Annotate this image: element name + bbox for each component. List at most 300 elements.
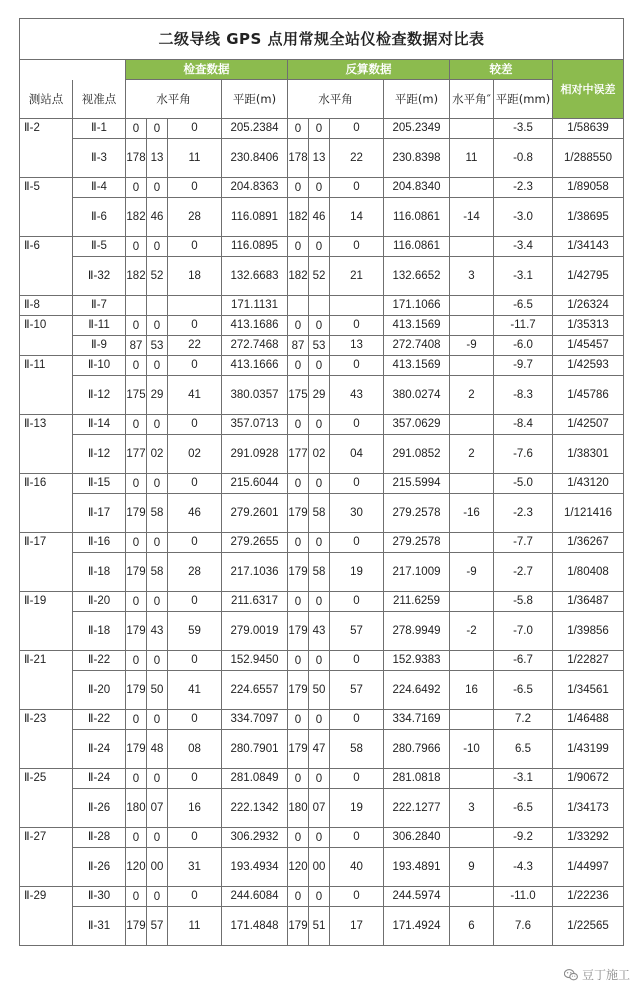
table-row <box>20 769 624 789</box>
recalc-sec-cell: 04 <box>330 435 384 474</box>
recalc-sec-cell: 0 <box>330 651 384 671</box>
check-distance-cell: 230.8406 <box>222 139 288 178</box>
check-sec-cell: 0 <box>168 592 222 612</box>
check-sec-cell: 11 <box>168 907 222 946</box>
rel-error-cell: 1/36487 <box>553 592 624 612</box>
h-angle-diff-cell: -14 <box>450 198 494 237</box>
h-angle-diff-cell <box>450 356 494 376</box>
sight-cell: Ⅱ-6 <box>73 198 126 237</box>
check-distance-cell: 116.0891 <box>222 198 288 237</box>
h-angle-diff-cell <box>450 415 494 435</box>
dist-diff-cell: -3.1 <box>494 769 553 789</box>
check-distance-cell: 334.7097 <box>222 710 288 730</box>
check-distance-cell: 357.0713 <box>222 415 288 435</box>
check-deg-cell: 0 <box>126 710 147 730</box>
recalc-min-cell: 0 <box>309 710 330 730</box>
dist-diff-cell: -11.7 <box>494 316 553 336</box>
recalc-min-cell: 51 <box>309 907 330 946</box>
rel-error-cell: 1/43199 <box>553 730 624 769</box>
recalc-deg-cell: 0 <box>288 237 309 257</box>
station-cell <box>20 789 73 828</box>
header-rel-error: 相对中误差 <box>553 60 624 119</box>
recalc-sec-cell: 0 <box>330 887 384 907</box>
recalc-sec-cell: 0 <box>330 592 384 612</box>
rel-error-cell: 1/58639 <box>553 119 624 139</box>
station-cell: Ⅱ-5 <box>20 178 73 198</box>
station-cell: Ⅱ-10 <box>20 316 73 336</box>
table-row <box>20 533 624 553</box>
recalc-distance-cell: 116.0861 <box>384 198 450 237</box>
table-row <box>20 178 624 198</box>
h-angle-diff-cell <box>450 316 494 336</box>
rel-error-cell: 1/38695 <box>553 198 624 237</box>
station-cell <box>20 139 73 178</box>
rel-error-cell: 1/42795 <box>553 257 624 296</box>
check-deg-cell: 0 <box>126 887 147 907</box>
check-min-cell <box>147 296 168 316</box>
recalc-distance-cell: 217.1009 <box>384 553 450 592</box>
recalc-deg-cell: 0 <box>288 592 309 612</box>
rel-error-cell: 1/288550 <box>553 139 624 178</box>
recalc-min-cell: 07 <box>309 789 330 828</box>
dist-diff-cell: 6.5 <box>494 730 553 769</box>
recalc-distance-cell: 413.1569 <box>384 316 450 336</box>
station-cell <box>20 435 73 474</box>
check-min-cell: 29 <box>147 376 168 415</box>
recalc-distance-cell: 380.0274 <box>384 376 450 415</box>
rel-error-cell: 1/43120 <box>553 474 624 494</box>
h-angle-diff-cell <box>450 710 494 730</box>
header-recalc-h-angle: 水平角 <box>288 80 384 119</box>
check-min-cell: 58 <box>147 494 168 533</box>
recalc-sec-cell: 0 <box>330 533 384 553</box>
h-angle-diff-cell: -10 <box>450 730 494 769</box>
recalc-min-cell: 58 <box>309 494 330 533</box>
rel-error-cell: 1/45457 <box>553 336 624 356</box>
recalc-min-cell: 47 <box>309 730 330 769</box>
recalc-min-cell: 53 <box>309 336 330 356</box>
check-deg-cell: 87 <box>126 336 147 356</box>
recalc-distance-cell: 291.0852 <box>384 435 450 474</box>
rel-error-cell: 1/36267 <box>553 533 624 553</box>
recalc-deg-cell: 179 <box>288 612 309 651</box>
dist-diff-cell: -6.7 <box>494 651 553 671</box>
rel-error-cell: 1/22236 <box>553 887 624 907</box>
recalc-distance-cell: 279.2578 <box>384 494 450 533</box>
check-deg-cell: 0 <box>126 592 147 612</box>
dist-diff-cell: -3.4 <box>494 237 553 257</box>
h-angle-diff-cell <box>450 296 494 316</box>
recalc-sec-cell <box>330 296 384 316</box>
dist-diff-cell: -7.0 <box>494 612 553 651</box>
check-deg-cell: 0 <box>126 178 147 198</box>
check-distance-cell: 217.1036 <box>222 553 288 592</box>
station-cell <box>20 848 73 887</box>
recalc-sec-cell: 57 <box>330 671 384 710</box>
rel-error-cell: 1/34143 <box>553 237 624 257</box>
recalc-sec-cell: 0 <box>330 828 384 848</box>
table-row <box>20 296 624 316</box>
rel-error-cell: 1/33292 <box>553 828 624 848</box>
recalc-distance-cell: 272.7408 <box>384 336 450 356</box>
recalc-distance-cell: 334.7169 <box>384 710 450 730</box>
dist-diff-cell: -6.5 <box>494 296 553 316</box>
check-min-cell: 50 <box>147 671 168 710</box>
dist-diff-cell: 7.2 <box>494 710 553 730</box>
rel-error-cell: 1/26324 <box>553 296 624 316</box>
check-sec-cell: 22 <box>168 336 222 356</box>
h-angle-diff-cell <box>450 828 494 848</box>
wechat-icon <box>564 969 578 981</box>
sight-cell: Ⅱ-12 <box>73 435 126 474</box>
check-distance-cell: 204.8363 <box>222 178 288 198</box>
recalc-deg-cell: 179 <box>288 730 309 769</box>
check-min-cell: 0 <box>147 119 168 139</box>
recalc-deg-cell: 0 <box>288 119 309 139</box>
check-distance-cell: 215.6044 <box>222 474 288 494</box>
sight-cell: Ⅱ-26 <box>73 848 126 887</box>
recalc-deg-cell: 0 <box>288 769 309 789</box>
recalc-sec-cell: 30 <box>330 494 384 533</box>
station-cell: Ⅱ-8 <box>20 296 73 316</box>
recalc-min-cell: 58 <box>309 553 330 592</box>
check-sec-cell <box>168 296 222 316</box>
header-h-angle-diff: 水平角″ <box>450 80 494 119</box>
check-deg-cell: 0 <box>126 769 147 789</box>
check-sec-cell: 0 <box>168 119 222 139</box>
recalc-min-cell <box>309 296 330 316</box>
check-min-cell: 46 <box>147 198 168 237</box>
check-deg-cell: 0 <box>126 316 147 336</box>
check-sec-cell: 0 <box>168 710 222 730</box>
header-blank <box>20 60 126 80</box>
dist-diff-cell: -2.3 <box>494 494 553 533</box>
recalc-deg-cell: 0 <box>288 356 309 376</box>
check-sec-cell: 0 <box>168 651 222 671</box>
recalc-min-cell: 0 <box>309 356 330 376</box>
check-deg-cell: 175 <box>126 376 147 415</box>
dist-diff-cell: -3.5 <box>494 119 553 139</box>
header-station: 测站点 <box>20 80 73 119</box>
h-angle-diff-cell <box>450 769 494 789</box>
recalc-deg-cell: 178 <box>288 139 309 178</box>
recalc-min-cell: 0 <box>309 119 330 139</box>
check-distance-cell: 152.9450 <box>222 651 288 671</box>
station-cell: Ⅱ-25 <box>20 769 73 789</box>
check-deg-cell: 179 <box>126 730 147 769</box>
table-row <box>20 553 624 592</box>
recalc-deg-cell: 179 <box>288 907 309 946</box>
dist-diff-cell: -2.7 <box>494 553 553 592</box>
recalc-min-cell: 0 <box>309 474 330 494</box>
check-sec-cell: 0 <box>168 474 222 494</box>
sight-cell: Ⅱ-30 <box>73 887 126 907</box>
check-min-cell: 57 <box>147 907 168 946</box>
check-min-cell: 0 <box>147 356 168 376</box>
rel-error-cell: 1/89058 <box>553 178 624 198</box>
check-deg-cell: 179 <box>126 494 147 533</box>
sight-cell: Ⅱ-24 <box>73 730 126 769</box>
dist-diff-cell: -6.5 <box>494 789 553 828</box>
check-sec-cell: 41 <box>168 671 222 710</box>
rel-error-cell: 1/90672 <box>553 769 624 789</box>
recalc-sec-cell: 0 <box>330 769 384 789</box>
sight-cell: Ⅱ-22 <box>73 651 126 671</box>
station-cell <box>20 907 73 946</box>
table-row <box>20 907 624 946</box>
check-distance-cell: 171.4848 <box>222 907 288 946</box>
recalc-min-cell: 0 <box>309 828 330 848</box>
station-cell <box>20 730 73 769</box>
check-sec-cell: 0 <box>168 356 222 376</box>
sight-cell: Ⅱ-15 <box>73 474 126 494</box>
recalc-distance-cell: 244.5974 <box>384 887 450 907</box>
check-sec-cell: 41 <box>168 376 222 415</box>
station-cell: Ⅱ-23 <box>20 710 73 730</box>
recalc-distance-cell: 171.4924 <box>384 907 450 946</box>
check-sec-cell: 0 <box>168 887 222 907</box>
check-deg-cell: 0 <box>126 119 147 139</box>
sight-cell: Ⅱ-20 <box>73 671 126 710</box>
recalc-distance-cell: 204.8340 <box>384 178 450 198</box>
station-cell: Ⅱ-2 <box>20 119 73 139</box>
table-row <box>20 828 624 848</box>
recalc-distance-cell: 279.2578 <box>384 533 450 553</box>
check-min-cell: 07 <box>147 789 168 828</box>
h-angle-diff-cell <box>450 178 494 198</box>
recalc-min-cell: 29 <box>309 376 330 415</box>
recalc-distance-cell: 152.9383 <box>384 651 450 671</box>
table-row <box>20 494 624 533</box>
dist-diff-cell: -6.5 <box>494 671 553 710</box>
recalc-deg-cell: 0 <box>288 415 309 435</box>
check-min-cell: 0 <box>147 237 168 257</box>
watermark <box>564 966 630 983</box>
sight-cell: Ⅱ-18 <box>73 553 126 592</box>
check-deg-cell: 179 <box>126 612 147 651</box>
check-deg-cell: 182 <box>126 198 147 237</box>
rel-error-cell: 1/38301 <box>553 435 624 474</box>
sight-cell: Ⅱ-22 <box>73 710 126 730</box>
recalc-min-cell: 13 <box>309 139 330 178</box>
check-deg-cell <box>126 296 147 316</box>
check-deg-cell: 0 <box>126 651 147 671</box>
comparison-table-container <box>19 18 623 946</box>
check-min-cell: 48 <box>147 730 168 769</box>
h-angle-diff-cell <box>450 474 494 494</box>
recalc-sec-cell: 43 <box>330 376 384 415</box>
rel-error-cell: 1/22827 <box>553 651 624 671</box>
check-distance-cell: 222.1342 <box>222 789 288 828</box>
check-min-cell: 58 <box>147 553 168 592</box>
recalc-min-cell: 46 <box>309 198 330 237</box>
recalc-deg-cell: 0 <box>288 828 309 848</box>
check-distance-cell: 413.1686 <box>222 316 288 336</box>
recalc-distance-cell: 280.7966 <box>384 730 450 769</box>
recalc-deg-cell: 179 <box>288 671 309 710</box>
check-min-cell: 0 <box>147 415 168 435</box>
dist-diff-cell: -9.2 <box>494 828 553 848</box>
station-cell: Ⅱ-21 <box>20 651 73 671</box>
h-angle-diff-cell: 3 <box>450 257 494 296</box>
h-angle-diff-cell: 6 <box>450 907 494 946</box>
sight-cell: Ⅱ-24 <box>73 769 126 789</box>
recalc-sec-cell: 0 <box>330 119 384 139</box>
check-sec-cell: 59 <box>168 612 222 651</box>
dist-diff-cell: -3.0 <box>494 198 553 237</box>
h-angle-diff-cell: 2 <box>450 435 494 474</box>
recalc-deg-cell: 0 <box>288 178 309 198</box>
check-sec-cell: 46 <box>168 494 222 533</box>
recalc-deg-cell: 0 <box>288 533 309 553</box>
recalc-distance-cell: 171.1066 <box>384 296 450 316</box>
recalc-sec-cell: 58 <box>330 730 384 769</box>
sight-cell: Ⅱ-32 <box>73 257 126 296</box>
dist-diff-cell: -5.8 <box>494 592 553 612</box>
check-distance-cell: 116.0895 <box>222 237 288 257</box>
check-deg-cell: 0 <box>126 237 147 257</box>
dist-diff-cell: -2.3 <box>494 178 553 198</box>
check-deg-cell: 178 <box>126 139 147 178</box>
station-cell <box>20 198 73 237</box>
recalc-distance-cell: 116.0861 <box>384 237 450 257</box>
check-sec-cell: 0 <box>168 178 222 198</box>
check-distance-cell: 291.0928 <box>222 435 288 474</box>
check-distance-cell: 211.6317 <box>222 592 288 612</box>
sight-cell: Ⅱ-1 <box>73 119 126 139</box>
recalc-deg-cell: 179 <box>288 494 309 533</box>
check-deg-cell: 0 <box>126 474 147 494</box>
recalc-deg-cell: 182 <box>288 198 309 237</box>
station-cell: Ⅱ-17 <box>20 533 73 553</box>
station-cell <box>20 336 73 356</box>
recalc-sec-cell: 0 <box>330 710 384 730</box>
check-min-cell: 0 <box>147 533 168 553</box>
sight-cell: Ⅱ-14 <box>73 415 126 435</box>
recalc-distance-cell: 306.2840 <box>384 828 450 848</box>
table-row <box>20 671 624 710</box>
check-deg-cell: 179 <box>126 553 147 592</box>
header-diff-group: 较差 <box>450 60 553 80</box>
recalc-sec-cell: 14 <box>330 198 384 237</box>
recalc-min-cell: 0 <box>309 592 330 612</box>
recalc-distance-cell: 230.8398 <box>384 139 450 178</box>
sight-cell: Ⅱ-17 <box>73 494 126 533</box>
h-angle-diff-cell <box>450 533 494 553</box>
recalc-sec-cell: 17 <box>330 907 384 946</box>
table-row <box>20 119 624 139</box>
recalc-distance-cell: 278.9949 <box>384 612 450 651</box>
watermark-text: 豆丁施工 <box>581 968 630 982</box>
recalc-sec-cell: 0 <box>330 178 384 198</box>
station-cell: Ⅱ-11 <box>20 356 73 376</box>
recalc-distance-cell: 357.0629 <box>384 415 450 435</box>
recalc-deg-cell: 0 <box>288 316 309 336</box>
recalc-deg-cell <box>288 296 309 316</box>
check-deg-cell: 179 <box>126 907 147 946</box>
recalc-sec-cell: 0 <box>330 415 384 435</box>
check-sec-cell: 11 <box>168 139 222 178</box>
check-sec-cell: 0 <box>168 769 222 789</box>
recalc-deg-cell: 179 <box>288 553 309 592</box>
sight-cell: Ⅱ-28 <box>73 828 126 848</box>
table-row <box>20 139 624 178</box>
recalc-distance-cell: 193.4891 <box>384 848 450 887</box>
dist-diff-cell: -11.0 <box>494 887 553 907</box>
recalc-min-cell: 43 <box>309 612 330 651</box>
check-min-cell: 0 <box>147 178 168 198</box>
recalc-min-cell: 0 <box>309 316 330 336</box>
check-deg-cell: 179 <box>126 671 147 710</box>
recalc-deg-cell: 120 <box>288 848 309 887</box>
check-distance-cell: 193.4934 <box>222 848 288 887</box>
recalc-sec-cell: 22 <box>330 139 384 178</box>
station-cell <box>20 612 73 651</box>
table-row <box>20 198 624 237</box>
header-check-distance: 平距(m) <box>222 80 288 119</box>
check-distance-cell: 279.0019 <box>222 612 288 651</box>
h-angle-diff-cell: 9 <box>450 848 494 887</box>
h-angle-diff-cell: -9 <box>450 553 494 592</box>
header-sight: 视准点 <box>73 80 126 119</box>
dist-diff-cell: -9.7 <box>494 356 553 376</box>
station-cell: Ⅱ-16 <box>20 474 73 494</box>
check-min-cell: 0 <box>147 651 168 671</box>
recalc-deg-cell: 177 <box>288 435 309 474</box>
recalc-min-cell: 02 <box>309 435 330 474</box>
comparison-table <box>19 18 624 946</box>
table-row <box>20 612 624 651</box>
recalc-min-cell: 0 <box>309 415 330 435</box>
recalc-distance-cell: 211.6259 <box>384 592 450 612</box>
header-recalc-group: 反算数据 <box>288 60 450 80</box>
h-angle-diff-cell: 2 <box>450 376 494 415</box>
check-min-cell: 0 <box>147 474 168 494</box>
table-title: 二级导线 GPS 点用常规全站仪检查数据对比表 <box>20 19 624 60</box>
recalc-min-cell: 50 <box>309 671 330 710</box>
dist-diff-cell: -5.0 <box>494 474 553 494</box>
check-distance-cell: 380.0357 <box>222 376 288 415</box>
recalc-distance-cell: 132.6652 <box>384 257 450 296</box>
check-sec-cell: 0 <box>168 237 222 257</box>
h-angle-diff-cell <box>450 237 494 257</box>
table-row <box>20 730 624 769</box>
sight-cell: Ⅱ-4 <box>73 178 126 198</box>
table-row <box>20 237 624 257</box>
check-distance-cell: 171.1131 <box>222 296 288 316</box>
recalc-sec-cell: 40 <box>330 848 384 887</box>
check-deg-cell: 177 <box>126 435 147 474</box>
h-angle-diff-cell: -9 <box>450 336 494 356</box>
h-angle-diff-cell: 3 <box>450 789 494 828</box>
station-cell <box>20 671 73 710</box>
table-row <box>20 848 624 887</box>
h-angle-diff-cell <box>450 651 494 671</box>
recalc-sec-cell: 0 <box>330 474 384 494</box>
header-recalc-distance: 平距(m) <box>384 80 450 119</box>
recalc-deg-cell: 0 <box>288 710 309 730</box>
sight-cell: Ⅱ-26 <box>73 789 126 828</box>
check-min-cell: 53 <box>147 336 168 356</box>
check-deg-cell: 182 <box>126 257 147 296</box>
check-sec-cell: 0 <box>168 415 222 435</box>
check-sec-cell: 02 <box>168 435 222 474</box>
recalc-min-cell: 0 <box>309 237 330 257</box>
table-row <box>20 474 624 494</box>
recalc-sec-cell: 13 <box>330 336 384 356</box>
sight-cell: Ⅱ-11 <box>73 316 126 336</box>
check-min-cell: 13 <box>147 139 168 178</box>
